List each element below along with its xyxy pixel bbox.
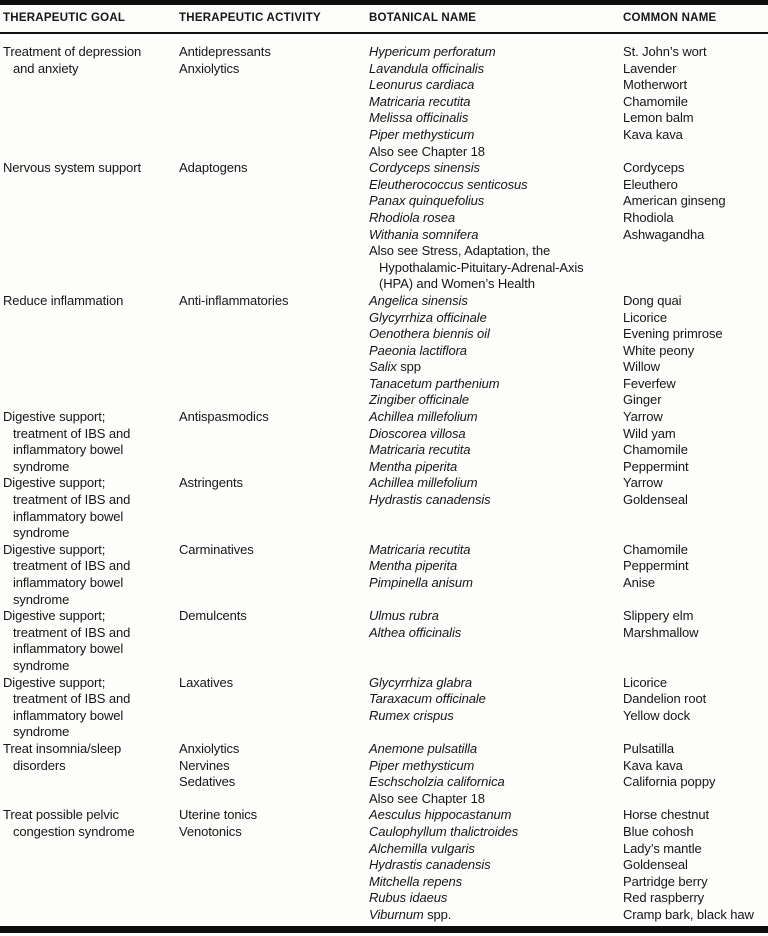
botanical-line <box>369 409 623 426</box>
table-bottom-border <box>0 926 768 933</box>
botanical-name-text: Salix <box>369 359 397 375</box>
common-name-line: Feverfew <box>623 375 676 391</box>
activity-line: Anxiolytics <box>179 740 240 756</box>
botanical-line <box>369 44 623 61</box>
botanical-name-cell <box>369 160 623 293</box>
botanical-name-cell <box>369 741 623 807</box>
table-header-row <box>0 11 768 26</box>
column-header-botanical-name: BOTANICAL NAME <box>369 12 477 24</box>
goal-line: Digestive support; <box>3 409 106 425</box>
botanical-note-text: Also see Chapter 18 <box>369 790 485 806</box>
activity-line: Antidepressants <box>179 44 271 59</box>
goal-line: disorders <box>13 757 66 773</box>
botanical-name-cell <box>369 807 623 923</box>
botanical-line <box>369 210 623 227</box>
common-name-line: Kava kava <box>623 126 683 142</box>
goal-line: Treat insomnia/sleep <box>3 740 122 756</box>
common-name-line: Red raspberry <box>623 890 705 906</box>
table-section-row <box>0 44 768 160</box>
botanical-line <box>369 758 623 775</box>
botanical-name-text: Rumex crispus <box>369 707 454 723</box>
activity-line: Laxatives <box>179 674 234 690</box>
therapeutic-activity-cell <box>179 542 369 608</box>
botanical-line <box>369 144 623 161</box>
therapeutic-activity-cell <box>179 293 369 409</box>
botanical-line <box>369 127 623 144</box>
botanical-name-text: Matricaria recutita <box>369 442 471 458</box>
botanical-line <box>369 807 623 824</box>
goal-line: Treat possible pelvic <box>3 807 119 823</box>
botanical-line <box>369 260 623 277</box>
botanical-name-text: Oenothera biennis oil <box>369 326 490 342</box>
goal-line: syndrome <box>13 525 70 541</box>
botanical-name-text: Hypericum perforatum <box>369 44 496 59</box>
common-name-line: Slippery elm <box>623 608 694 624</box>
common-name-line: Lemon balm <box>623 110 694 126</box>
goal-line: Digestive support; <box>3 541 106 557</box>
therapeutic-activity-cell <box>179 475 369 541</box>
therapeutic-goal-cell <box>3 675 179 741</box>
common-name-line: Wild yam <box>623 425 676 441</box>
common-name-line: American ginseng <box>623 193 726 209</box>
therapeutic-activity-cell <box>179 807 369 923</box>
botanical-line <box>369 475 623 492</box>
therapeutic-goal-cell <box>3 741 179 807</box>
botanical-line <box>369 376 623 393</box>
botanical-name-text: Achillea millefolium <box>369 409 478 425</box>
common-name-cell <box>623 542 768 608</box>
common-name-line: Goldenseal <box>623 857 688 873</box>
botanical-name-text: Cordyceps sinensis <box>369 160 480 176</box>
common-name-line: Willow <box>623 359 660 375</box>
common-name-line: Yellow dock <box>623 707 691 723</box>
botanical-line <box>369 442 623 459</box>
botanical-line <box>369 110 623 127</box>
table-section-row <box>0 160 768 293</box>
botanical-name-text: Viburnum <box>369 906 424 922</box>
table-section-row <box>0 293 768 409</box>
botanical-line <box>369 824 623 841</box>
therapeutic-goal-cell <box>3 409 179 475</box>
botanical-name-cell <box>369 409 623 475</box>
botanical-name-text: Eschscholzia californica <box>369 774 505 790</box>
botanical-line <box>369 625 623 642</box>
botanical-name-text: Aesculus hippocastanum <box>369 807 512 823</box>
botanical-name-text: Anemone pulsatilla <box>369 740 478 756</box>
botanical-line <box>369 708 623 725</box>
common-name-cell <box>623 293 768 409</box>
botanical-line <box>369 741 623 758</box>
goal-line: Digestive support; <box>3 475 106 491</box>
botanical-name-text: Lavandula officinalis <box>369 60 484 76</box>
botanical-name-text: Rubus idaeus <box>369 890 448 906</box>
table-section-row <box>0 608 768 674</box>
botanical-name-text: Matricaria recutita <box>369 93 471 109</box>
common-name-line: White peony <box>623 342 695 358</box>
table-body <box>0 44 768 923</box>
botanical-name-text: Leonurus cardiaca <box>369 77 475 93</box>
common-name-line: Goldenseal <box>623 492 688 508</box>
botanical-line <box>369 61 623 78</box>
common-name-line: Pulsatilla <box>623 740 675 756</box>
activity-line: Uterine tonics <box>179 807 258 823</box>
botanical-line <box>369 675 623 692</box>
therapeutic-goal-cell <box>3 807 179 923</box>
common-name-cell <box>623 608 768 674</box>
botanical-name-text: Angelica sinensis <box>369 292 468 308</box>
common-name-line: Peppermint <box>623 558 689 574</box>
botanical-name-text: Pimpinella anisum <box>369 575 473 590</box>
common-name-line: Kava kava <box>623 757 683 773</box>
botanical-name-text: Alchemilla vulgaris <box>369 840 475 856</box>
common-name-line: Yarrow <box>623 409 663 425</box>
activity-line: Sedatives <box>179 774 236 790</box>
therapeutic-activity-cell <box>179 741 369 807</box>
botanical-line <box>369 293 623 310</box>
botanical-name-cell <box>369 542 623 608</box>
botanical-note-text: Hypothalamic-Pituitary-Adrenal-Axis <box>379 259 584 275</box>
therapeutic-activity-cell <box>179 409 369 475</box>
common-name-cell <box>623 741 768 807</box>
goal-line: syndrome <box>13 458 70 474</box>
botanical-line <box>369 343 623 360</box>
botanical-line <box>369 608 623 625</box>
goal-line: treatment of IBS and <box>13 558 131 574</box>
therapeutic-goal-cell <box>3 608 179 674</box>
botanical-name-text: Ulmus rubra <box>369 608 439 624</box>
common-name-line: Anise <box>623 575 656 590</box>
botanical-line <box>369 193 623 210</box>
goal-line: treatment of IBS and <box>13 691 131 707</box>
common-name-line: Blue cohosh <box>623 823 694 839</box>
common-name-line: Marshmallow <box>623 624 699 640</box>
common-name-line: Rhodiola <box>623 209 674 225</box>
therapeutic-activity-cell <box>179 608 369 674</box>
botanical-name-text: Althea officinalis <box>369 624 462 640</box>
table-section-row <box>0 741 768 807</box>
botanical-name-text: Paeonia lactiflora <box>369 342 467 358</box>
goal-line: treatment of IBS and <box>13 492 131 508</box>
column-header-common-name: COMMON NAME <box>623 12 717 24</box>
table-section-row <box>0 409 768 475</box>
botanical-note-text: spp <box>396 359 421 375</box>
common-name-line: California poppy <box>623 774 716 790</box>
botanical-name-text: Achillea millefolium <box>369 475 478 491</box>
botanical-name-text: Glycyrrhiza officinale <box>369 309 487 325</box>
common-name-line: Lavender <box>623 60 677 76</box>
therapeutic-goal-cell <box>3 293 179 409</box>
common-name-line: Ashwagandha <box>623 226 705 242</box>
activity-line: Carminatives <box>179 541 254 557</box>
activity-line: Adaptogens <box>179 160 248 176</box>
activity-line: Demulcents <box>179 608 247 624</box>
botanical-name-cell <box>369 608 623 674</box>
botanical-name-cell <box>369 675 623 741</box>
botanical-name-text: Zingiber officinale <box>369 392 469 408</box>
goal-line: Digestive support; <box>3 608 106 624</box>
therapeutic-activity-cell <box>179 160 369 293</box>
goal-line: Treatment of depression <box>3 44 142 59</box>
common-name-line: Cramp bark, black haw <box>623 906 754 922</box>
botanical-line <box>369 841 623 858</box>
common-name-cell <box>623 807 768 923</box>
botanical-line <box>369 310 623 327</box>
botanical-name-text: Piper methysticum <box>369 126 475 142</box>
activity-line: Anxiolytics <box>179 60 240 76</box>
goal-line: syndrome <box>13 657 70 673</box>
botanical-name-text: Hydrastis canadensis <box>369 492 491 508</box>
botanical-line <box>369 874 623 891</box>
botanical-line <box>369 392 623 409</box>
goal-line: Digestive support; <box>3 674 106 690</box>
therapeutic-goal-cell <box>3 475 179 541</box>
common-name-line: Ginger <box>623 392 662 408</box>
botanical-name-text: Eleutherococcus senticosus <box>369 176 528 192</box>
column-header-therapeutic-activity: THERAPEUTIC ACTIVITY <box>179 12 321 24</box>
botanical-name-text: Melissa officinalis <box>369 110 469 126</box>
common-name-line: Licorice <box>623 674 667 690</box>
common-name-line: Licorice <box>623 309 667 325</box>
botanical-line <box>369 177 623 194</box>
goal-line: congestion syndrome <box>13 823 135 839</box>
common-name-line: Motherwort <box>623 77 688 93</box>
botanical-name-text: Piper methysticum <box>369 757 475 773</box>
goal-line: inflammatory bowel <box>13 707 124 723</box>
common-name-line: Chamomile <box>623 541 688 557</box>
botanical-name-text: Tanacetum parthenium <box>369 375 500 391</box>
botanical-line <box>369 326 623 343</box>
goal-line: syndrome <box>13 591 70 607</box>
common-name-line: Yarrow <box>623 475 663 491</box>
therapeutic-activity-cell <box>179 675 369 741</box>
botanical-name-text: Rhodiola rosea <box>369 209 456 225</box>
common-name-line: Partridge berry <box>623 873 708 889</box>
common-name-line: Chamomile <box>623 442 688 458</box>
botanical-line <box>369 94 623 111</box>
common-name-line: Chamomile <box>623 93 688 109</box>
botanical-note-text: (HPA) and Women’s Health <box>379 276 535 292</box>
botanical-line <box>369 77 623 94</box>
botanical-line <box>369 774 623 791</box>
common-name-cell <box>623 409 768 475</box>
goal-line: Reduce inflammation <box>3 292 124 308</box>
table-section-row <box>0 542 768 608</box>
botanical-line <box>369 575 623 592</box>
botanical-line <box>369 890 623 907</box>
common-name-line: Lady’s mantle <box>623 840 702 856</box>
common-name-line: St. John’s wort <box>623 44 707 59</box>
botanical-note-text: spp. <box>423 906 452 922</box>
common-name-cell <box>623 160 768 293</box>
botanical-line <box>369 276 623 293</box>
therapeutic-goal-cell <box>3 160 179 293</box>
common-name-line: Evening primrose <box>623 326 723 342</box>
common-name-cell <box>623 675 768 741</box>
activity-line: Astringents <box>179 475 243 491</box>
therapeutic-goal-cell <box>3 44 179 160</box>
common-name-line: Horse chestnut <box>623 807 710 823</box>
goal-line: treatment of IBS and <box>13 425 131 441</box>
goal-line: treatment of IBS and <box>13 624 131 640</box>
botanical-line <box>369 243 623 260</box>
common-name-line: Cordyceps <box>623 160 685 176</box>
botanical-name-cell <box>369 293 623 409</box>
common-name-cell <box>623 44 768 160</box>
botanical-line <box>369 791 623 808</box>
common-name-line: Peppermint <box>623 458 689 474</box>
botanical-line <box>369 227 623 244</box>
botanical-line <box>369 426 623 443</box>
botanical-name-cell <box>369 475 623 541</box>
goal-line: inflammatory bowel <box>13 508 124 524</box>
botanical-line <box>369 857 623 874</box>
botanical-name-text: Caulophyllum thalictroides <box>369 823 519 839</box>
botanical-line <box>369 359 623 376</box>
common-name-cell <box>623 475 768 541</box>
goal-line: inflammatory bowel <box>13 575 124 590</box>
botanical-note-text: Also see Chapter 18 <box>369 143 485 159</box>
botanical-name-text: Glycyrrhiza glabra <box>369 674 472 690</box>
botanical-name-cell <box>369 44 623 160</box>
botanical-name-text: Matricaria recutita <box>369 541 471 557</box>
table-section-row <box>0 807 768 923</box>
botanical-line <box>369 542 623 559</box>
goal-line: inflammatory bowel <box>13 442 124 458</box>
botanical-name-text: Withania somnifera <box>369 226 479 242</box>
botanical-name-text: Dioscorea villosa <box>369 425 466 441</box>
activity-line: Antispasmodics <box>179 409 269 425</box>
activity-line: Anti-inflammatories <box>179 292 289 308</box>
botanical-name-text: Mitchella repens <box>369 873 463 889</box>
table-top-border <box>0 0 768 5</box>
botanical-line <box>369 558 623 575</box>
botanical-name-text: Mentha piperita <box>369 458 458 474</box>
botanical-line <box>369 691 623 708</box>
goal-line: and anxiety <box>13 60 79 76</box>
activity-line: Venotonics <box>179 823 242 839</box>
therapeutic-goal-cell <box>3 542 179 608</box>
common-name-line: Dong quai <box>623 292 682 308</box>
botanical-note-text: Also see Stress, Adaptation, the <box>369 243 551 259</box>
common-name-line: Dandelion root <box>623 691 707 707</box>
botanical-line <box>369 459 623 476</box>
therapeutic-activity-cell <box>179 44 369 160</box>
column-header-therapeutic-goal: THERAPEUTIC GOAL <box>3 12 126 24</box>
goal-line: Nervous system support <box>3 160 141 176</box>
botanical-name-text: Panax quinquefolius <box>369 193 485 209</box>
botanical-line <box>369 492 623 509</box>
botanical-name-text: Taraxacum officinale <box>369 691 486 707</box>
goal-line: inflammatory bowel <box>13 641 124 657</box>
table-section-row <box>0 475 768 541</box>
botanical-line <box>369 160 623 177</box>
goal-line: syndrome <box>13 724 70 740</box>
table-section-row <box>0 675 768 741</box>
common-name-line: Eleuthero <box>623 176 678 192</box>
botanical-name-text: Hydrastis canadensis <box>369 857 491 873</box>
botanical-line <box>369 907 623 924</box>
header-divider-rule <box>0 32 768 34</box>
botanical-name-text: Mentha piperita <box>369 558 458 574</box>
activity-line: Nervines <box>179 757 230 773</box>
